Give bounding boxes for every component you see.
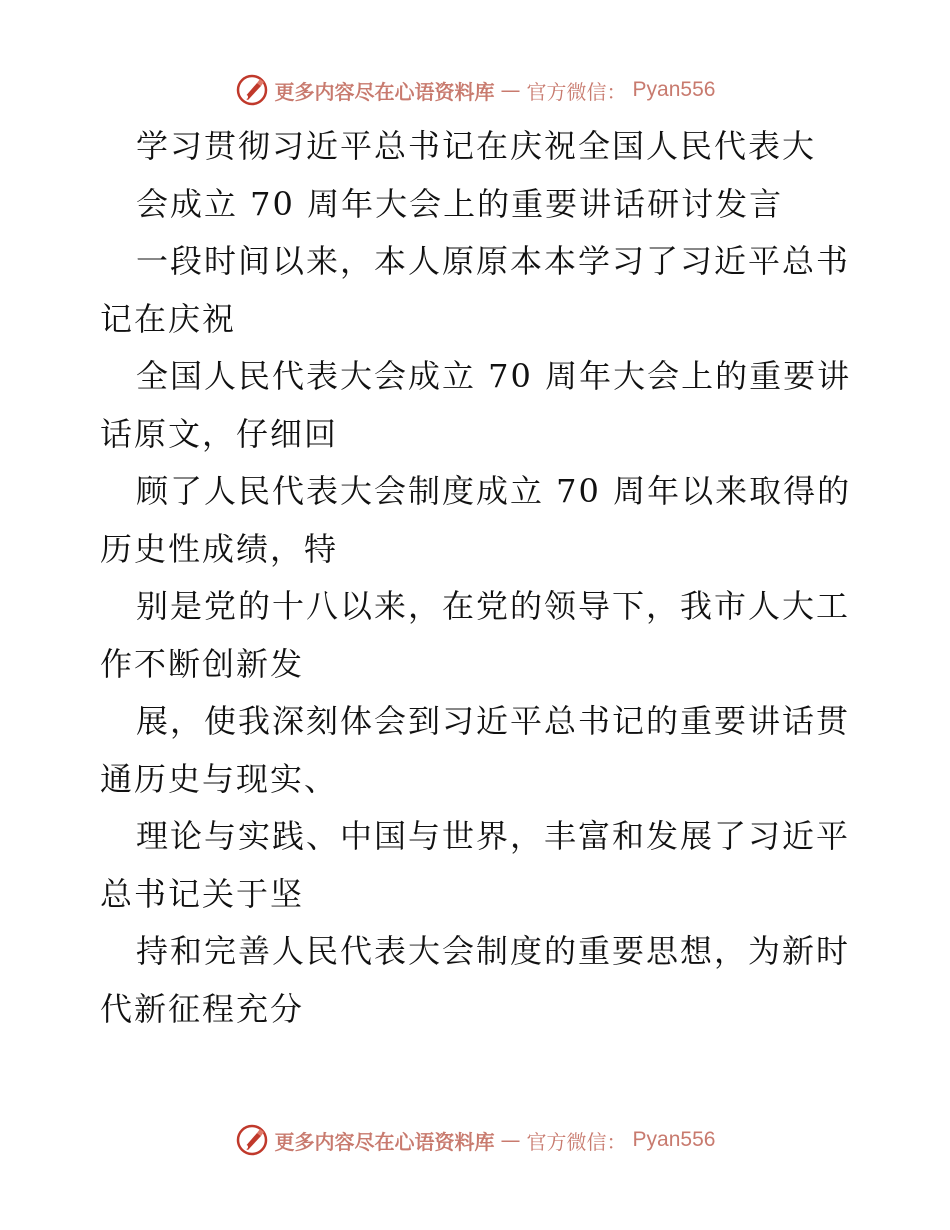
- document-body: [100, 118, 860, 1038]
- text-line: 全国人民代表大会成立 70 周年大会上的重要讲: [136, 357, 852, 395]
- text-line: 话原文，仔细回: [100, 414, 339, 453]
- watermark-dash: —: [500, 1128, 521, 1152]
- text-line: 记在庆祝: [100, 299, 237, 338]
- watermark-dash: —: [500, 78, 521, 102]
- text-line: 会成立 70 周年大会上的重要讲话研讨发言: [136, 184, 784, 223]
- text-line: 顾了人民代表大会制度成立 70 周年以来取得的: [136, 472, 852, 510]
- text-line: 展，使我深刻体会到习近平总书记的重要讲话贯: [136, 702, 851, 740]
- watermark-wechat-id: Pyan556: [632, 78, 716, 101]
- pen-circle-logo-icon: [235, 73, 269, 107]
- text-line: 理论与实践、中国与世界，丰富和发展了习近平: [136, 817, 851, 855]
- text-line: 别是党的十八以来，在党的领导下，我市人大工: [136, 587, 851, 625]
- text-line: 持和完善人民代表大会制度的重要思想，为新时: [136, 932, 851, 970]
- text-line: 通历史与现实、: [100, 759, 339, 798]
- watermark-wechat-label: 官方微信：: [526, 1129, 627, 1154]
- footer-watermark: [0, 1120, 950, 1160]
- text-line: 学习贯彻习近平总书记在庆祝全国人民代表大: [136, 127, 817, 165]
- text-line: 代新征程充分: [100, 989, 305, 1028]
- watermark-site-text: 更多内容尽在心语资料库: [274, 79, 495, 104]
- text-line: 历史性成绩，特: [100, 529, 339, 568]
- header-watermark: [0, 70, 950, 110]
- text-line: 总书记关于坚: [100, 874, 305, 913]
- watermark-wechat-id: Pyan556: [632, 1128, 716, 1151]
- watermark-wechat-label: 官方微信：: [526, 79, 627, 104]
- text-line: 作不断创新发: [100, 644, 305, 683]
- watermark-site-text: 更多内容尽在心语资料库: [274, 1129, 495, 1154]
- text-line: 一段时间以来，本人原原本本学习了习近平总书: [136, 242, 851, 280]
- pen-circle-logo-icon: [235, 1123, 269, 1157]
